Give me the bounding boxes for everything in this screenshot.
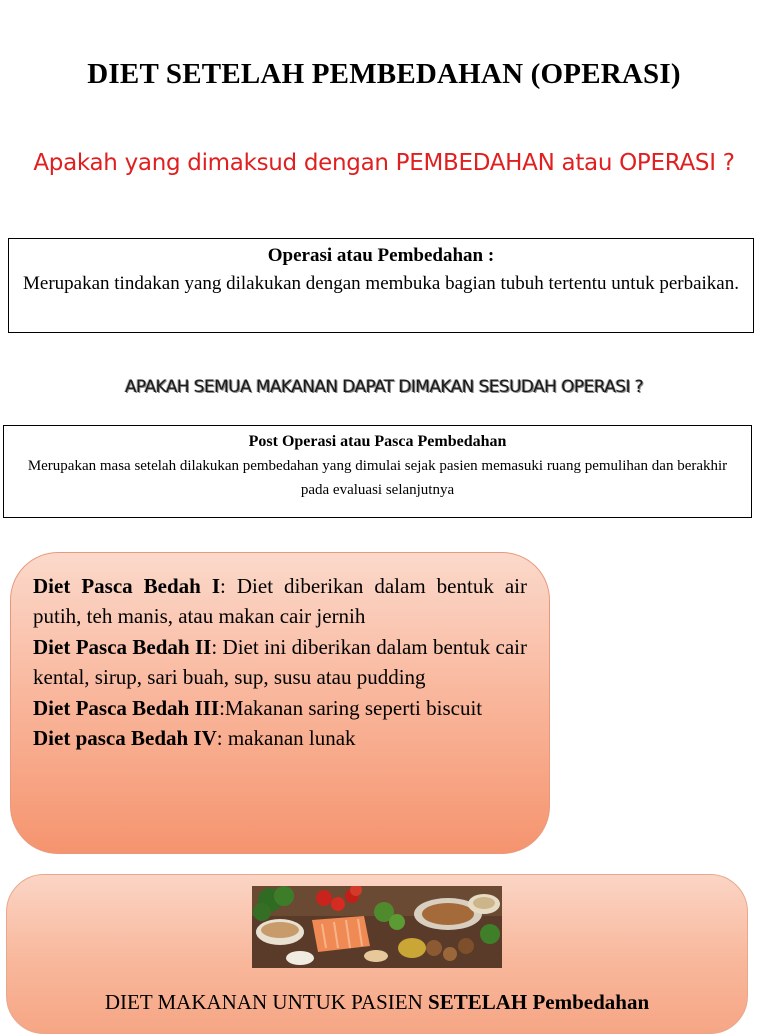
definition-body: Merupakan tindakan yang dilakukan dengan membuka bagian tubuh tertentu untuk perbaikan. (23, 273, 739, 294)
question-what-is-surgery: Apakah yang dimaksud dengan PEMBEDAHAN atau OPERASI ? (33, 150, 735, 176)
diet-stage-label: Diet Pasca Bedah III (33, 695, 220, 720)
diet-stage-3 (33, 693, 527, 723)
diet-stage-text: :Makanan saring seperti biscuit (219, 695, 483, 720)
post-operation-body: Merupakan masa setelah dilakukan pembedahan yang dimulai sejak pasien memasuki ruang pemulihan dan berakhir pada evaluasi selanjutnya (27, 458, 728, 498)
diet-stage-label: Diet Pasca Bedah II (33, 634, 212, 659)
diet-stage-label: Diet pasca Bedah IV (33, 726, 217, 751)
post-operation-heading: Post Operasi atau Pasca Pembedahan (248, 433, 507, 450)
healthy-food-image (252, 886, 502, 968)
diet-stage-text: : Diet ini diberikan dalam bentuk cair kental, sirup, sari buah, sup, susu atau pudding (33, 634, 527, 690)
diet-stage-label: Diet Pasca Bedah I (33, 574, 221, 598)
diet-stage-1 (33, 571, 527, 632)
diet-stage-2 (33, 632, 527, 693)
post-operation-box (3, 425, 752, 518)
caption-prefix: DIET MAKANAN UNTUK PASIEN (104, 990, 429, 1014)
diet-stage-text: : Diet diberikan dalam bentuk air putih, teh manis, atau makan cair jernih (33, 574, 527, 629)
definition-heading: Operasi atau Pembedahan : (267, 245, 495, 266)
diet-stage-4 (33, 723, 527, 753)
caption-bold: SETELAH Pembedahan (428, 990, 650, 1014)
diet-stage-text: : makanan lunak (216, 726, 356, 751)
question-all-food: APAKAH SEMUA MAKANAN DAPAT DIMAKAN SESUDAH OPERASI ? (124, 377, 644, 397)
page-title: DIET SETELAH PEMBEDAHAN (OPERASI) (87, 58, 681, 90)
food-caption (6, 990, 748, 1015)
definition-box (8, 238, 754, 333)
diet-stages-panel (10, 552, 550, 854)
